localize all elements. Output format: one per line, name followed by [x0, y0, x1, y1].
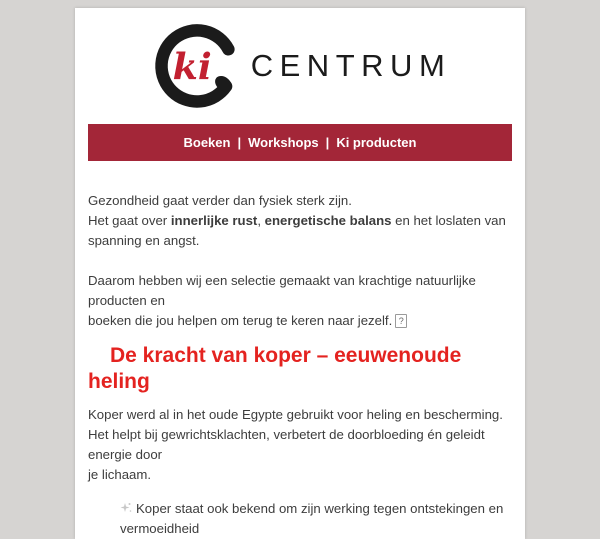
ki-enso-logo-icon [149, 18, 245, 114]
intro-line-2-tail: en het loslaten van [391, 213, 506, 228]
nav-separator: | [325, 135, 330, 150]
nav-separator: | [237, 135, 242, 150]
sparkle-line-1: Koper staat ook bekend om zijn werking tegen ontstekingen en [136, 501, 504, 516]
section-heading [88, 343, 512, 395]
nav-item-ki-producten[interactable]: Ki producten [336, 135, 417, 150]
logo-wordmark: CENTRUM [250, 48, 452, 83]
nav-item-workshops[interactable]: Workshops [248, 135, 319, 150]
logo-ki-text: ki [172, 45, 212, 89]
intro-line-2-sep: , [257, 213, 265, 228]
navbar [88, 124, 512, 161]
intro-line-1: Gezondheid gaat verder dan fysiek sterk zijn. [88, 193, 352, 208]
missing-emoji-glyph: ? [395, 314, 407, 328]
sparkle-line-2: vermoeidheid [120, 521, 200, 536]
body-content [75, 191, 525, 539]
nav-item-boeken[interactable]: Boeken [183, 135, 231, 150]
sparkle-icon [120, 502, 132, 514]
koper-line-2: Het helpt bij gewrichtsklachten, verbetert de doorbloeding én geleidt energie door [88, 427, 485, 462]
heading-line-2: heling [88, 370, 150, 393]
logo [75, 8, 525, 120]
koper-line-1: Koper werd al in het oude Egypte gebruikt voor heling en bescherming. [88, 407, 503, 422]
selection-paragraph [88, 271, 512, 331]
intro-line-2: Het gaat over [88, 213, 171, 228]
highlight-innerlijke-rust: innerlijke rust [170, 213, 258, 228]
koper-paragraph [88, 405, 512, 485]
intro-paragraph [88, 191, 512, 251]
heading-line-1: De kracht van koper – eeuwenoude [110, 344, 462, 367]
email-card [75, 8, 525, 539]
intro-line-3: spanning en angst. [88, 233, 200, 248]
selection-line-2: boeken die jou helpen om terug te keren naar jezelf. [88, 313, 393, 328]
highlight-energetische-balans: energetische balans [264, 213, 392, 228]
koper-line-3: je lichaam. [88, 467, 152, 482]
sparkle-paragraph [88, 499, 512, 539]
selection-line-1: Daarom hebben wij een selectie gemaakt van krachtige natuurlijke producten en [88, 273, 476, 308]
